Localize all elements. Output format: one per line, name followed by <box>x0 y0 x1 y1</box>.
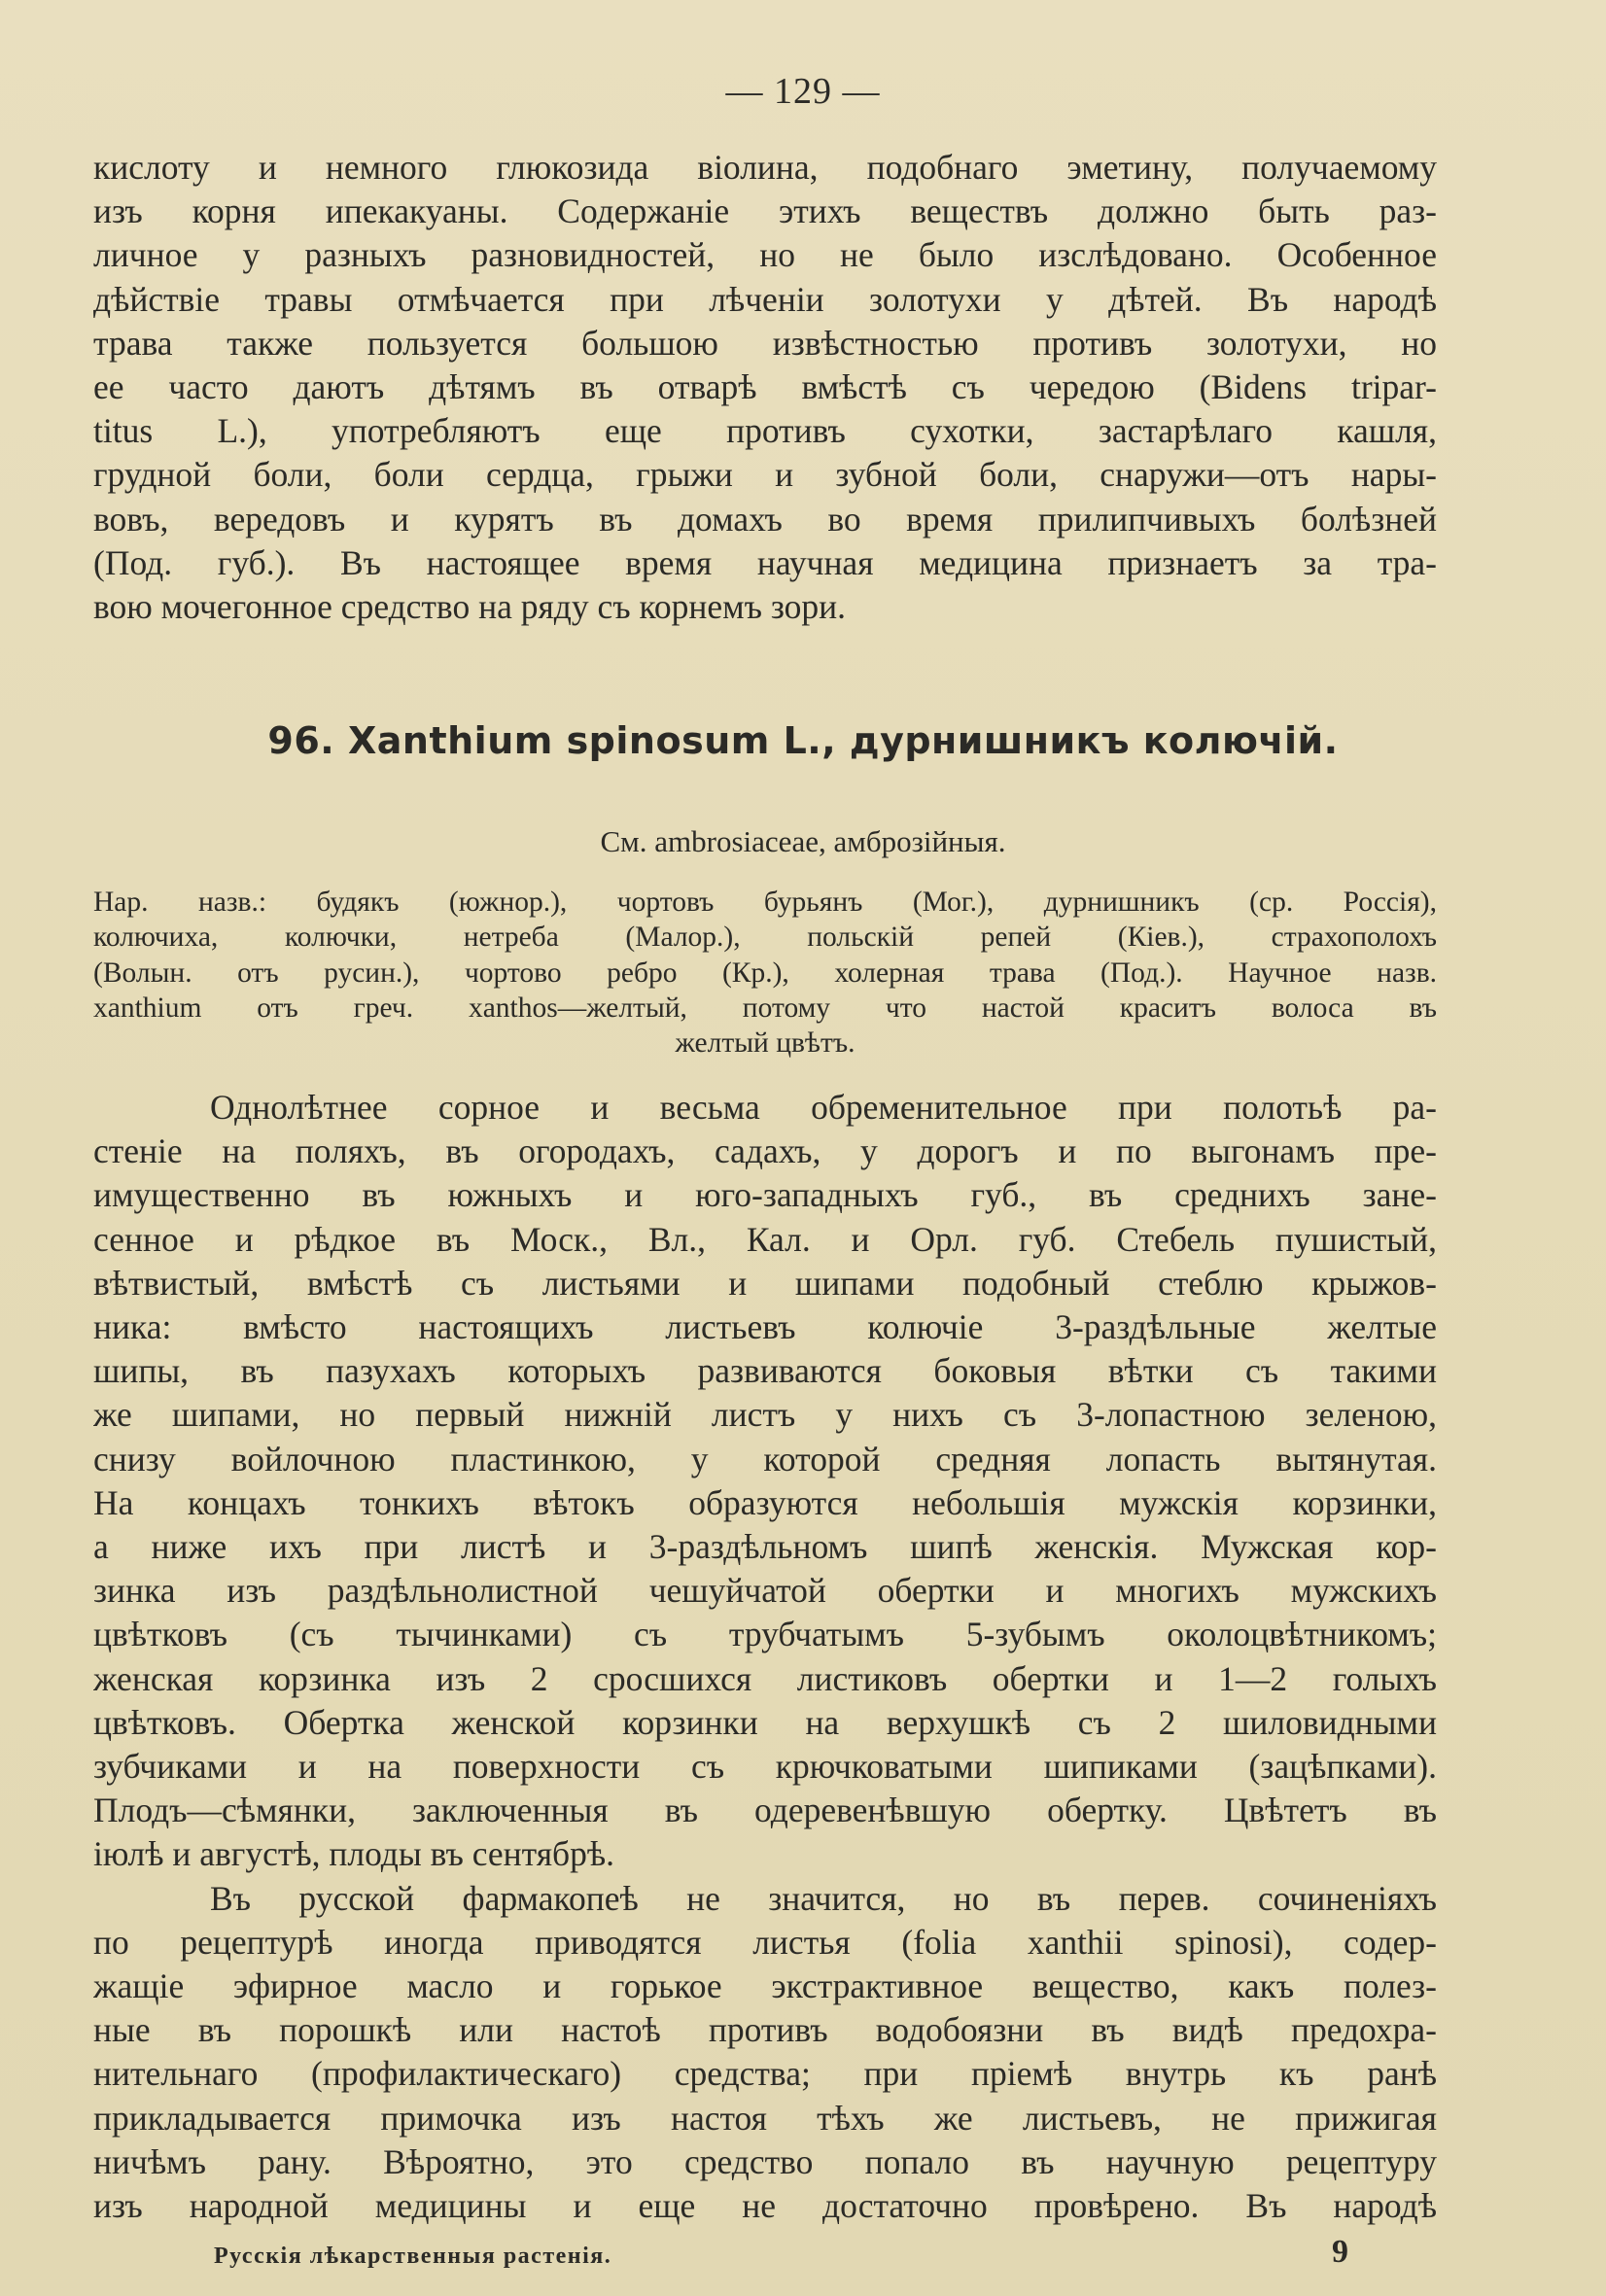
text-line: жащіе эфирное масло и горькое экстрактивное вещество, какъ полез- <box>93 1966 1437 2006</box>
text-line: кислоту и немного глюкозида віолина, подобнаго эметину, получаемому <box>93 148 1437 187</box>
text-line: xanthium отъ греч. xanthos—желтый, потому что настой краситъ волоса въ <box>93 991 1437 1024</box>
text-line: зинка изъ раздѣльнолистной чешуйчатой обертки и многихъ мужскихъ <box>93 1571 1437 1611</box>
text-line: цвѣтковъ. Обертка женской корзинки на верхушкѣ съ 2 шиловидными <box>93 1702 1437 1742</box>
text-line: зубчиками и на поверхности съ крючковатыми шипиками (зацѣпками). <box>93 1747 1437 1787</box>
intro-paragraph <box>93 146 1437 629</box>
text-line: стеніе на поляхъ, въ огородахъ, садахъ, у дорогъ и по выгонамъ пре- <box>93 1131 1437 1171</box>
text-line: сенное и рѣдкое въ Моск., Вл., Кал. и Орл. губ. Стебель пушистый, <box>93 1219 1437 1259</box>
text-line: нительнаго (профилактическаго) средства; при пріемѣ внутрь къ ранѣ <box>93 2054 1437 2094</box>
text-line: по рецептурѣ иногда приводятся листья (folia xanthii spinosi), содер- <box>93 1922 1437 1962</box>
text-line: ничѣмъ рану. Вѣроятно, это средство попало въ научную рецептуру <box>93 2141 1437 2181</box>
text-line: цвѣтковъ (съ тычинками) съ трубчатымъ 5-зубымъ околоцвѣтникомъ; <box>93 1615 1437 1654</box>
text-line: titus L.), употребляютъ еще противъ сухотки, застарѣлаго кашля, <box>93 411 1437 451</box>
description-paragraphs <box>93 1086 1437 2228</box>
text-line: (Под. губ.). Въ настоящее время научная медицина признаетъ за тра- <box>93 542 1437 582</box>
text-line: трава также пользуется большою извѣстностью противъ золотухи, но <box>93 323 1437 363</box>
text-line: прикладывается примочка изъ настоя тѣхъ же листьевъ, не прижигая <box>93 2098 1437 2138</box>
text-line: На концахъ тонкихъ вѣтокъ образуются небольшія мужскія корзинки, <box>93 1482 1437 1522</box>
text-line: вѣтвистый, вмѣстѣ съ листьями и шипами подобный стеблю крыжов- <box>93 1263 1437 1303</box>
text-line: шипы, въ пазухахъ которыхъ развиваются боковыя вѣтки съ такими <box>93 1351 1437 1391</box>
text-line: изъ корня ипекакуаны. Содержаніе этихъ веществъ должно быть раз- <box>93 191 1437 231</box>
text-line: Нар. назв.: будякъ (южнор.), чортовъ бурьянъ (Мог.), дурнишникъ (ср. Россія), <box>93 887 1437 918</box>
text-line: ника: вмѣсто настоящихъ листьевъ колючіе 3-раздѣльные желтые <box>93 1307 1437 1347</box>
text-line: снизу войлочною пластинкою, у которой средняя лопасть вытянутая. <box>93 1439 1437 1478</box>
text-line: (Волын. отъ русин.), чортово ребро (Кр.), холерная трава (Под.). Научное назв. <box>93 957 1437 989</box>
sheet-signature-mark: 9 <box>1332 2234 1348 2270</box>
text-line: же шипами, но первый нижній листъ у нихъ съ 3-лопастною зеленою, <box>93 1395 1437 1435</box>
text-line: ее часто даютъ дѣтямъ въ отварѣ вмѣстѣ съ чередою (Bidens tripar- <box>93 367 1437 407</box>
family-line: См. ambrosiaceae, амброзійныя. <box>600 824 1006 858</box>
text-line: грудной боли, боли сердца, грыжи и зубной боли, снаружи—отъ нары- <box>93 455 1437 495</box>
section-title: 96. Xanthium spinosum L., дурнишникъ колючій. <box>267 719 1339 762</box>
text-line: ные въ порошкѣ или настоѣ противъ водобоязни въ видѣ предохра- <box>93 2010 1437 2050</box>
vernacular-names-paragraph <box>93 885 1437 1061</box>
text-line: Въ русской фармакопеѣ не значится, но въ перев. сочиненіяхъ <box>210 1878 1437 1918</box>
text-line: іюлѣ и августѣ, плоды въ сентябрѣ. <box>93 1834 614 1874</box>
text-line: колючиха, колючки, нетреба (Малор.), польскій репей (Кіев.), страхополохъ <box>93 922 1437 954</box>
text-line: Плодъ—сѣмянки, заключенныя въ одеревенѣвшую обертку. Цвѣтетъ въ <box>93 1791 1437 1830</box>
text-line: женская корзинка изъ 2 сросшихся листиковъ обертки и 1—2 голыхъ <box>93 1658 1437 1698</box>
text-line: вовъ, вередовъ и курятъ въ домахъ во время прилипчивыхъ болѣзней <box>93 499 1437 539</box>
text-line: а ниже ихъ при листѣ и 3-раздѣльномъ шипѣ женскія. Мужская кор- <box>93 1527 1437 1567</box>
text-line: имущественно въ южныхъ и юго-западныхъ губ., въ среднихъ зане- <box>93 1175 1437 1215</box>
footer-book-title: Русскія лѣкарственныя растенія. <box>214 2244 612 2269</box>
text-line: Однолѣтнее сорное и весьма обременительное при полотьѣ ра- <box>210 1088 1437 1127</box>
text-line: изъ народной медицины и еще не достаточно провѣрено. Въ народѣ <box>93 2186 1437 2226</box>
text-line: дѣйствіе травы отмѣчается при лѣченіи золотухи у дѣтей. Въ народѣ <box>93 279 1437 319</box>
text-line: вою мочегонное средство на ряду съ корнемъ зори. <box>93 587 847 627</box>
text-line: личное у разныхъ разновидностей, но не было изслѣдовано. Особенное <box>93 235 1437 275</box>
page-number: — 129 — <box>725 71 881 112</box>
text-line: желтый цвѣтъ. <box>675 1027 855 1060</box>
